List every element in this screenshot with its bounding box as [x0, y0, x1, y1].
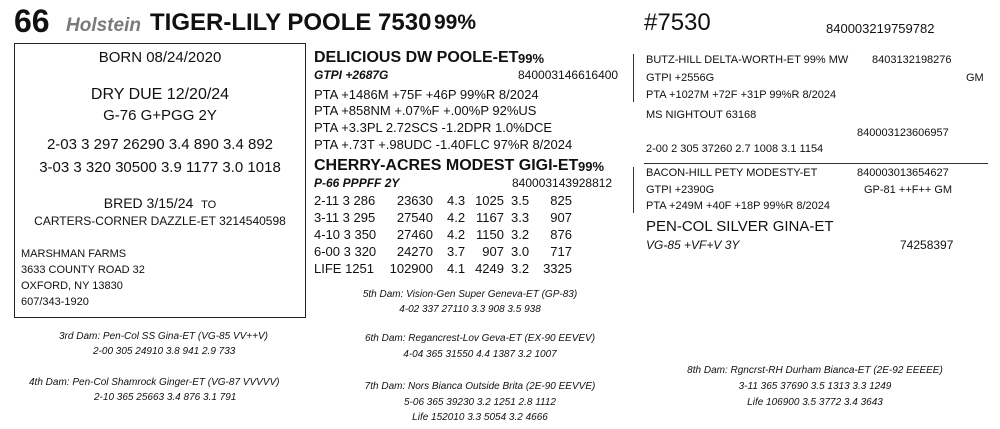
fourth-dam-record: 2-10 365 25663 3.4 876 3.1 791 — [94, 392, 237, 403]
registration-number: #7530 — [644, 9, 711, 36]
record-fat: 1167 — [476, 210, 504, 225]
record-pro-pct: 3.0 — [511, 244, 530, 259]
sire-gtpi: GTPI +2687G — [314, 68, 389, 82]
sire-pta-line: PTA +858NM +.07%F +.00%P 92%US — [314, 103, 537, 118]
sire-dam-id: 840003123606957 — [857, 127, 949, 139]
lot-number: 66 — [14, 3, 50, 39]
record-lact: 4-10 3 350 — [314, 227, 377, 242]
record-milk: 24270 — [396, 244, 433, 259]
dam-name: CHERRY-ACRES MODEST GIGI-ET — [314, 157, 579, 174]
record-pro-pct: 3.5 — [511, 193, 530, 208]
fifth-dam-record: 4-02 337 27110 3.3 908 3.5 938 — [399, 304, 541, 315]
sire-dam-name: MS NIGHTOUT 63168 — [646, 109, 757, 121]
pedigree-bracket-line — [633, 54, 634, 102]
dam-dam-id: 74258397 — [900, 238, 954, 252]
bred-to-label: TO — [201, 199, 217, 211]
record-pro: 907 — [550, 210, 572, 225]
dam-sire-pta: PTA +249M +40F +18P 99%R 8/2024 — [646, 200, 830, 212]
seventh-dam-life: Life 152010 3.3 5054 3.2 4666 — [412, 412, 548, 423]
record-pro-pct: 3.3 — [511, 210, 530, 225]
record-pro: 3325 — [543, 261, 572, 276]
sire-sire-gm: GM — [966, 72, 984, 84]
fifth-dam-title: 5th Dam: Vision-Gen Super Geneva-ET (GP-83) — [362, 289, 578, 300]
sire-pta-line: PTA +.73T +.98UDC -1.40FLC 97%R 8/2024 — [314, 137, 573, 152]
record-fat-pct: 4.2 — [447, 227, 466, 242]
owner-name: MARSHMAN FARMS — [21, 248, 127, 260]
record-fat-pct: 4.3 — [447, 193, 466, 208]
record-lact: 6-00 3 320 — [314, 244, 377, 259]
pedigree-divider — [644, 163, 988, 164]
sixth-dam-record: 4-04 365 31550 4.4 1387 3.2 1007 — [403, 349, 557, 360]
tag-id: 840003219759782 — [826, 21, 935, 36]
sixth-dam-title: 6th Dam: Regancrest-Lov Geva-ET (EX-90 EEVEV) — [364, 333, 596, 344]
record-milk: 27460 — [396, 227, 433, 242]
seventh-dam-record: 5-06 365 39230 3.2 1251 2.8 1112 — [404, 397, 556, 408]
record-fat: 1150 — [476, 227, 504, 242]
sire-pta-line: PTA +3.3PL 2.72SCS -1.2DPR 1.0%DCE — [314, 120, 553, 135]
eighth-dam-title: 8th Dam: Rgncrst-RH Durham Bianca-ET (2E-92 EEEEE) — [687, 365, 943, 376]
sire-name: DELICIOUS DW POOLE-ET — [314, 49, 519, 66]
dam-classification: P-66 PPPFF 2Y — [314, 176, 400, 190]
sire-id: 840003146616400 — [518, 68, 619, 82]
record-fat: 907 — [482, 244, 504, 259]
record-fat: 4249 — [475, 261, 504, 276]
dam-sire-classification: GP-81 ++F++ GM — [864, 184, 953, 196]
record-line: 3-03 3 320 30500 3.9 1177 3.0 1018 — [39, 159, 281, 176]
fourth-dam-title: 4th Dam: Pen-Col Shamrock Ginger-ET (VG-87 VVVVV) — [29, 377, 280, 388]
seventh-dam-title: 7th Dam: Nors Bianca Outside Brita (2E-90 EEVVE) — [364, 381, 596, 392]
third-dam-title: 3rd Dam: Pen-Col SS Gina-ET (VG-85 VV++V) — [59, 331, 268, 342]
dam-dam-classification: VG-85 +VF+V 3Y — [646, 238, 740, 252]
record-line: 2-03 3 297 26290 3.4 890 3.4 892 — [46, 136, 274, 153]
record-fat-pct: 4.2 — [447, 210, 466, 225]
record-pro-pct: 3.2 — [511, 261, 530, 276]
dam-sire-name: BACON-HILL PETY MODESTY-ET — [646, 167, 818, 179]
eighth-dam-record: 3-11 365 37690 3.5 1313 3.3 1249 — [738, 381, 892, 392]
dam-id: 840003143928812 — [512, 176, 613, 190]
record-lact: 2-11 3 286 — [314, 193, 376, 208]
record-lact: LIFE 1251 — [314, 261, 374, 276]
animal-name: TIGER-LILY POOLE 7530 — [150, 9, 432, 36]
record-milk: 23630 — [396, 193, 433, 208]
sire-sire-name: BUTZ-HILL DELTA-WORTH-ET 99% MW — [646, 54, 849, 66]
record-pro: 825 — [550, 193, 572, 208]
dam-sire-id: 840003013654627 — [857, 167, 949, 179]
record-pro: 876 — [550, 227, 572, 242]
breed-label: Holstein — [66, 15, 141, 36]
pedigree-bracket-line — [633, 167, 634, 213]
bred-date: BRED 3/15/24 — [103, 195, 194, 211]
owner-address: 3633 COUNTY ROAD 32 — [21, 264, 145, 276]
record-pro-pct: 3.2 — [511, 227, 530, 242]
sire-sire-gtpi: GTPI +2556G — [646, 72, 715, 84]
born-date: BORN 08/24/2020 — [98, 49, 222, 66]
dam-sire-gtpi: GTPI +2390G — [646, 184, 715, 196]
record-milk: 27540 — [396, 210, 433, 225]
bred-to-sire: CARTERS-CORNER DAZZLE-ET 3214540598 — [34, 214, 286, 228]
sire-sire-id: 8403132198276 — [872, 54, 952, 66]
bred-line — [15, 195, 305, 211]
dam-percent: 99% — [578, 159, 605, 174]
third-dam-record: 2-00 305 24910 3.8 941 2.9 733 — [93, 346, 236, 357]
record-milk: 102900 — [389, 261, 433, 276]
owner-city: OXFORD, NY 13830 — [21, 280, 123, 292]
dry-due-date: DRY DUE 12/20/24 — [90, 86, 230, 103]
record-fat-pct: 3.7 — [447, 244, 466, 259]
sire-dam-record: 2-00 2 305 37260 2.7 1008 3.1 1154 — [646, 143, 824, 155]
record-fat-pct: 4.1 — [447, 261, 466, 276]
animal-percent: 99% — [434, 11, 477, 34]
sire-pta-line: PTA +1486M +75F +46P 99%R 8/2024 — [314, 87, 539, 102]
cow-info-box — [14, 43, 306, 318]
sire-percent: 99% — [518, 51, 545, 66]
classification: G-76 G+PGG 2Y — [103, 107, 217, 124]
eighth-dam-life: Life 106900 3.5 3772 3.4 3643 — [747, 397, 883, 408]
sire-sire-pta: PTA +1027M +72F +31P 99%R 8/2024 — [646, 89, 837, 101]
record-pro: 717 — [550, 244, 572, 259]
owner-phone: 607/343-1920 — [21, 296, 89, 308]
record-lact: 3-11 3 295 — [314, 210, 376, 225]
record-fat: 1025 — [475, 193, 504, 208]
dam-dam-name: PEN-COL SILVER GINA-ET — [646, 218, 834, 235]
